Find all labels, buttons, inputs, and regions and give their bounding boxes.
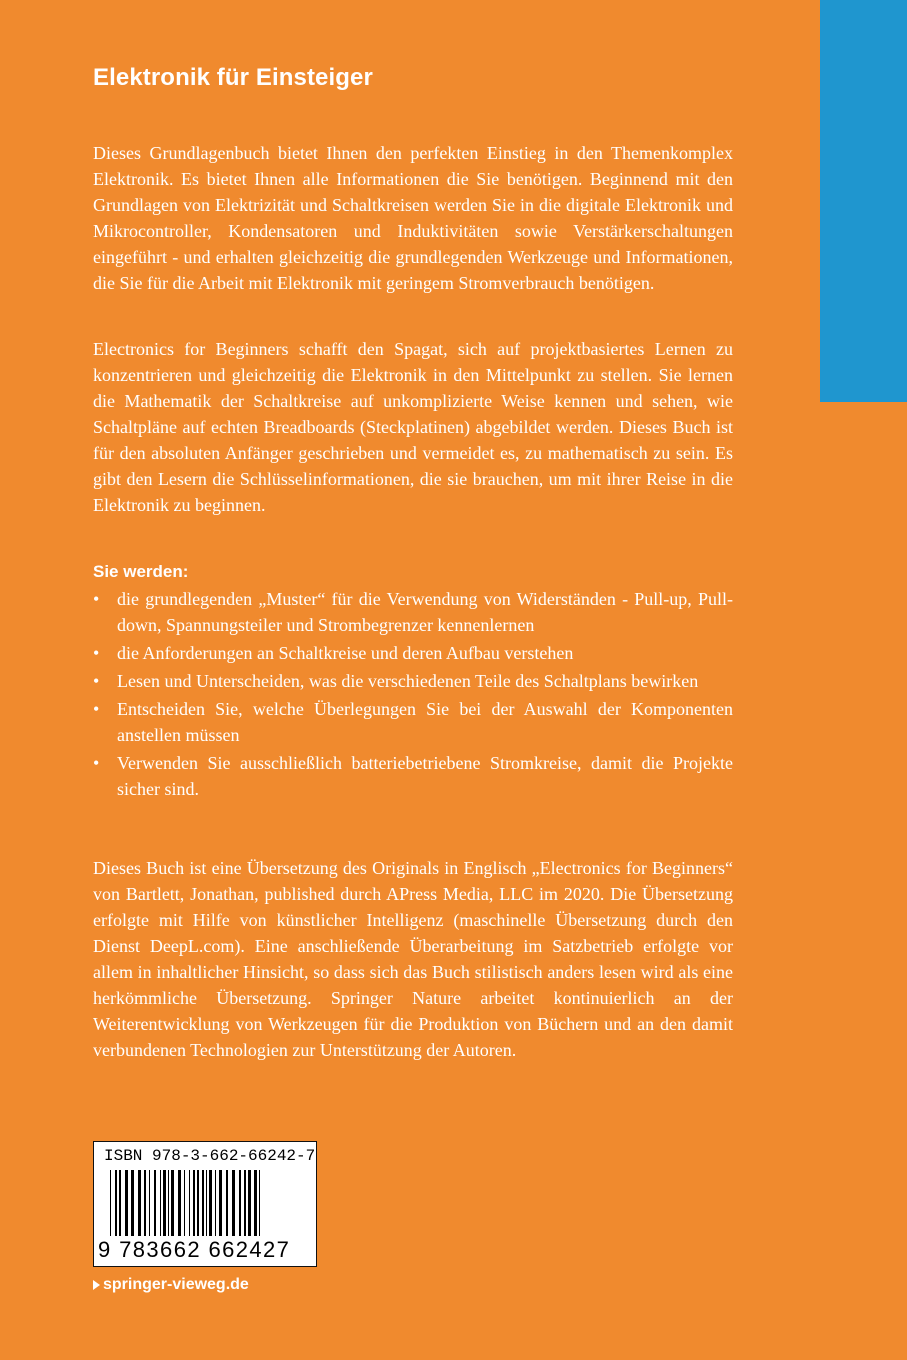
publisher-url: springer-vieweg.de [103, 1276, 249, 1293]
outcome-item-text: die Anforderungen an Schaltkreise und deren Aufbau verstehen [117, 643, 574, 663]
barcode-bar [115, 1170, 117, 1236]
outcome-item [93, 696, 733, 748]
outcome-item [93, 640, 733, 666]
outcome-item [93, 668, 733, 694]
barcode-bar [193, 1170, 195, 1236]
bullet-icon: • [93, 671, 100, 691]
bullet-icon: • [93, 753, 100, 773]
outcomes-list [93, 586, 733, 802]
barcode-bar [154, 1170, 156, 1236]
intro-paragraph-block [93, 140, 733, 296]
second-paragraph-block [93, 336, 733, 518]
outcome-item [93, 750, 733, 802]
barcode-bars [104, 1170, 308, 1236]
barcode-bar [125, 1170, 128, 1236]
barcode-bar [219, 1170, 222, 1236]
barcode-bar [206, 1170, 207, 1236]
bullet-icon: • [93, 643, 100, 663]
second-paragraph: Electronics for Beginners schafft den Spagat, sich auf projektbasiertes Lernen zu konzentrieren und gleichzeitig die Elektronik in den Mittelpunkt zu stellen. Sie lernen die Mathematik der Schaltkreise auf unkomplizierte Weise kennen und sehen, wie Schaltpläne auf echten Breadboards (Steckplatinen) abgebildet werden. Dieses Buch ist für den absoluten Anfänger geschrieben und vermeidet es, zu mathematisch zu sein. Es gibt den Lesern die Schlüsselinformationen, die sie brauchen, um mit ihrer Reise in die Elektronik zu beginnen. [93, 339, 733, 515]
barcode-bar [138, 1170, 141, 1236]
barcode-bar [259, 1170, 260, 1236]
barcode-bar [189, 1170, 190, 1236]
barcode-bar [171, 1170, 174, 1236]
barcode-bar [184, 1170, 185, 1236]
outcome-item-text: Verwenden Sie ausschließlich batteriebetriebene Stromkreise, damit die Projekte sicher sind. [117, 753, 733, 799]
outcomes-section [93, 560, 733, 804]
barcode-bar [160, 1170, 161, 1236]
barcode-bar [248, 1170, 251, 1236]
translation-note-paragraph: Dieses Buch ist eine Übersetzung des Originals in Englisch „Electronics for Beginners“ von Bartlett, Jonathan, published durch APress Media, LLC im 2020. Die Übersetzung erfolgte mit Hilfe von künstlicher Intelligenz (maschinelle Übersetzung durch den Dienst DeepL.com). Eine anschließende Überarbeitung im Satzbetrieb erfolgte vor allem in inhaltlicher Hinsicht, so dass sich das Buch stilistisch anders lesen wird als eine herkömmliche Übersetzung. Springer Nature arbeitet kontinuierlich an der Weiterentwicklung von Werkzeugen für die Produktion von Büchern und an den damit verbundenen Technologien zur Unterstützung der Autoren. [93, 858, 733, 1060]
barcode-bar [197, 1170, 199, 1236]
barcode-bar [232, 1170, 235, 1236]
outcomes-heading: Sie werden: [93, 562, 189, 581]
barcode-bar [168, 1170, 169, 1236]
barcode-bar [178, 1170, 181, 1236]
outcome-item-text: die grundlegenden „Muster“ für die Verwendung von Widerständen - Pull-up, Pull-down, Spannungsteiler und Strombegrenzer kennenlernen [117, 589, 733, 635]
barcode-bar [239, 1170, 241, 1236]
barcode-bar [254, 1170, 257, 1236]
accent-band [820, 0, 907, 402]
isbn-label: ISBN 978-3-662-66242-7 [104, 1147, 316, 1165]
barcode-bar [244, 1170, 246, 1236]
bullet-icon: • [93, 589, 100, 609]
barcode-bar [215, 1170, 216, 1236]
outcome-item-text: Entscheiden Sie, welche Überlegungen Sie bei der Auswahl der Komponenten anstellen müssen [117, 699, 733, 745]
barcode-bar [131, 1170, 134, 1236]
translation-note-block [93, 855, 733, 1063]
barcode-bar [149, 1170, 150, 1236]
barcode-bar [209, 1170, 212, 1236]
intro-paragraph: Dieses Grundlagenbuch bietet Ihnen den perfekten Einstieg in den Themenkomplex Elektronik. Es bietet Ihnen alle Informationen die Sie benötigen. Beginnend mit den Grundlagen von Elektrizität und Schaltkreisen werden Sie in die digitale Elektronik und Mikrocontroller, Kondensatoren und Induktivitäten sowie Verstärkerschaltungen eingeführt - und erhalten gleichzeitig die grundlegenden Werkzeuge und Informationen, die Sie für die Arbeit mit Elektronik mit geringem Stromverbrauch benötigen. [93, 143, 733, 293]
barcode-bar [226, 1170, 228, 1236]
outcome-item [93, 586, 733, 638]
barcode-bar [119, 1170, 121, 1236]
bullet-icon: • [93, 699, 100, 719]
barcode-bar [144, 1170, 146, 1236]
outcome-item-text: Lesen und Unterscheiden, was die verschiedenen Teile des Schaltplans bewirken [117, 671, 699, 691]
barcode-digits: 9 783662 662427 [98, 1237, 291, 1262]
barcode-bar [163, 1170, 166, 1236]
book-title: Elektronik für Einsteiger [93, 64, 373, 91]
barcode-bar [202, 1170, 204, 1236]
publisher-link[interactable] [93, 1274, 249, 1296]
barcode-bar [110, 1170, 111, 1236]
play-arrow-icon [93, 1280, 100, 1290]
isbn-barcode [93, 1141, 317, 1267]
